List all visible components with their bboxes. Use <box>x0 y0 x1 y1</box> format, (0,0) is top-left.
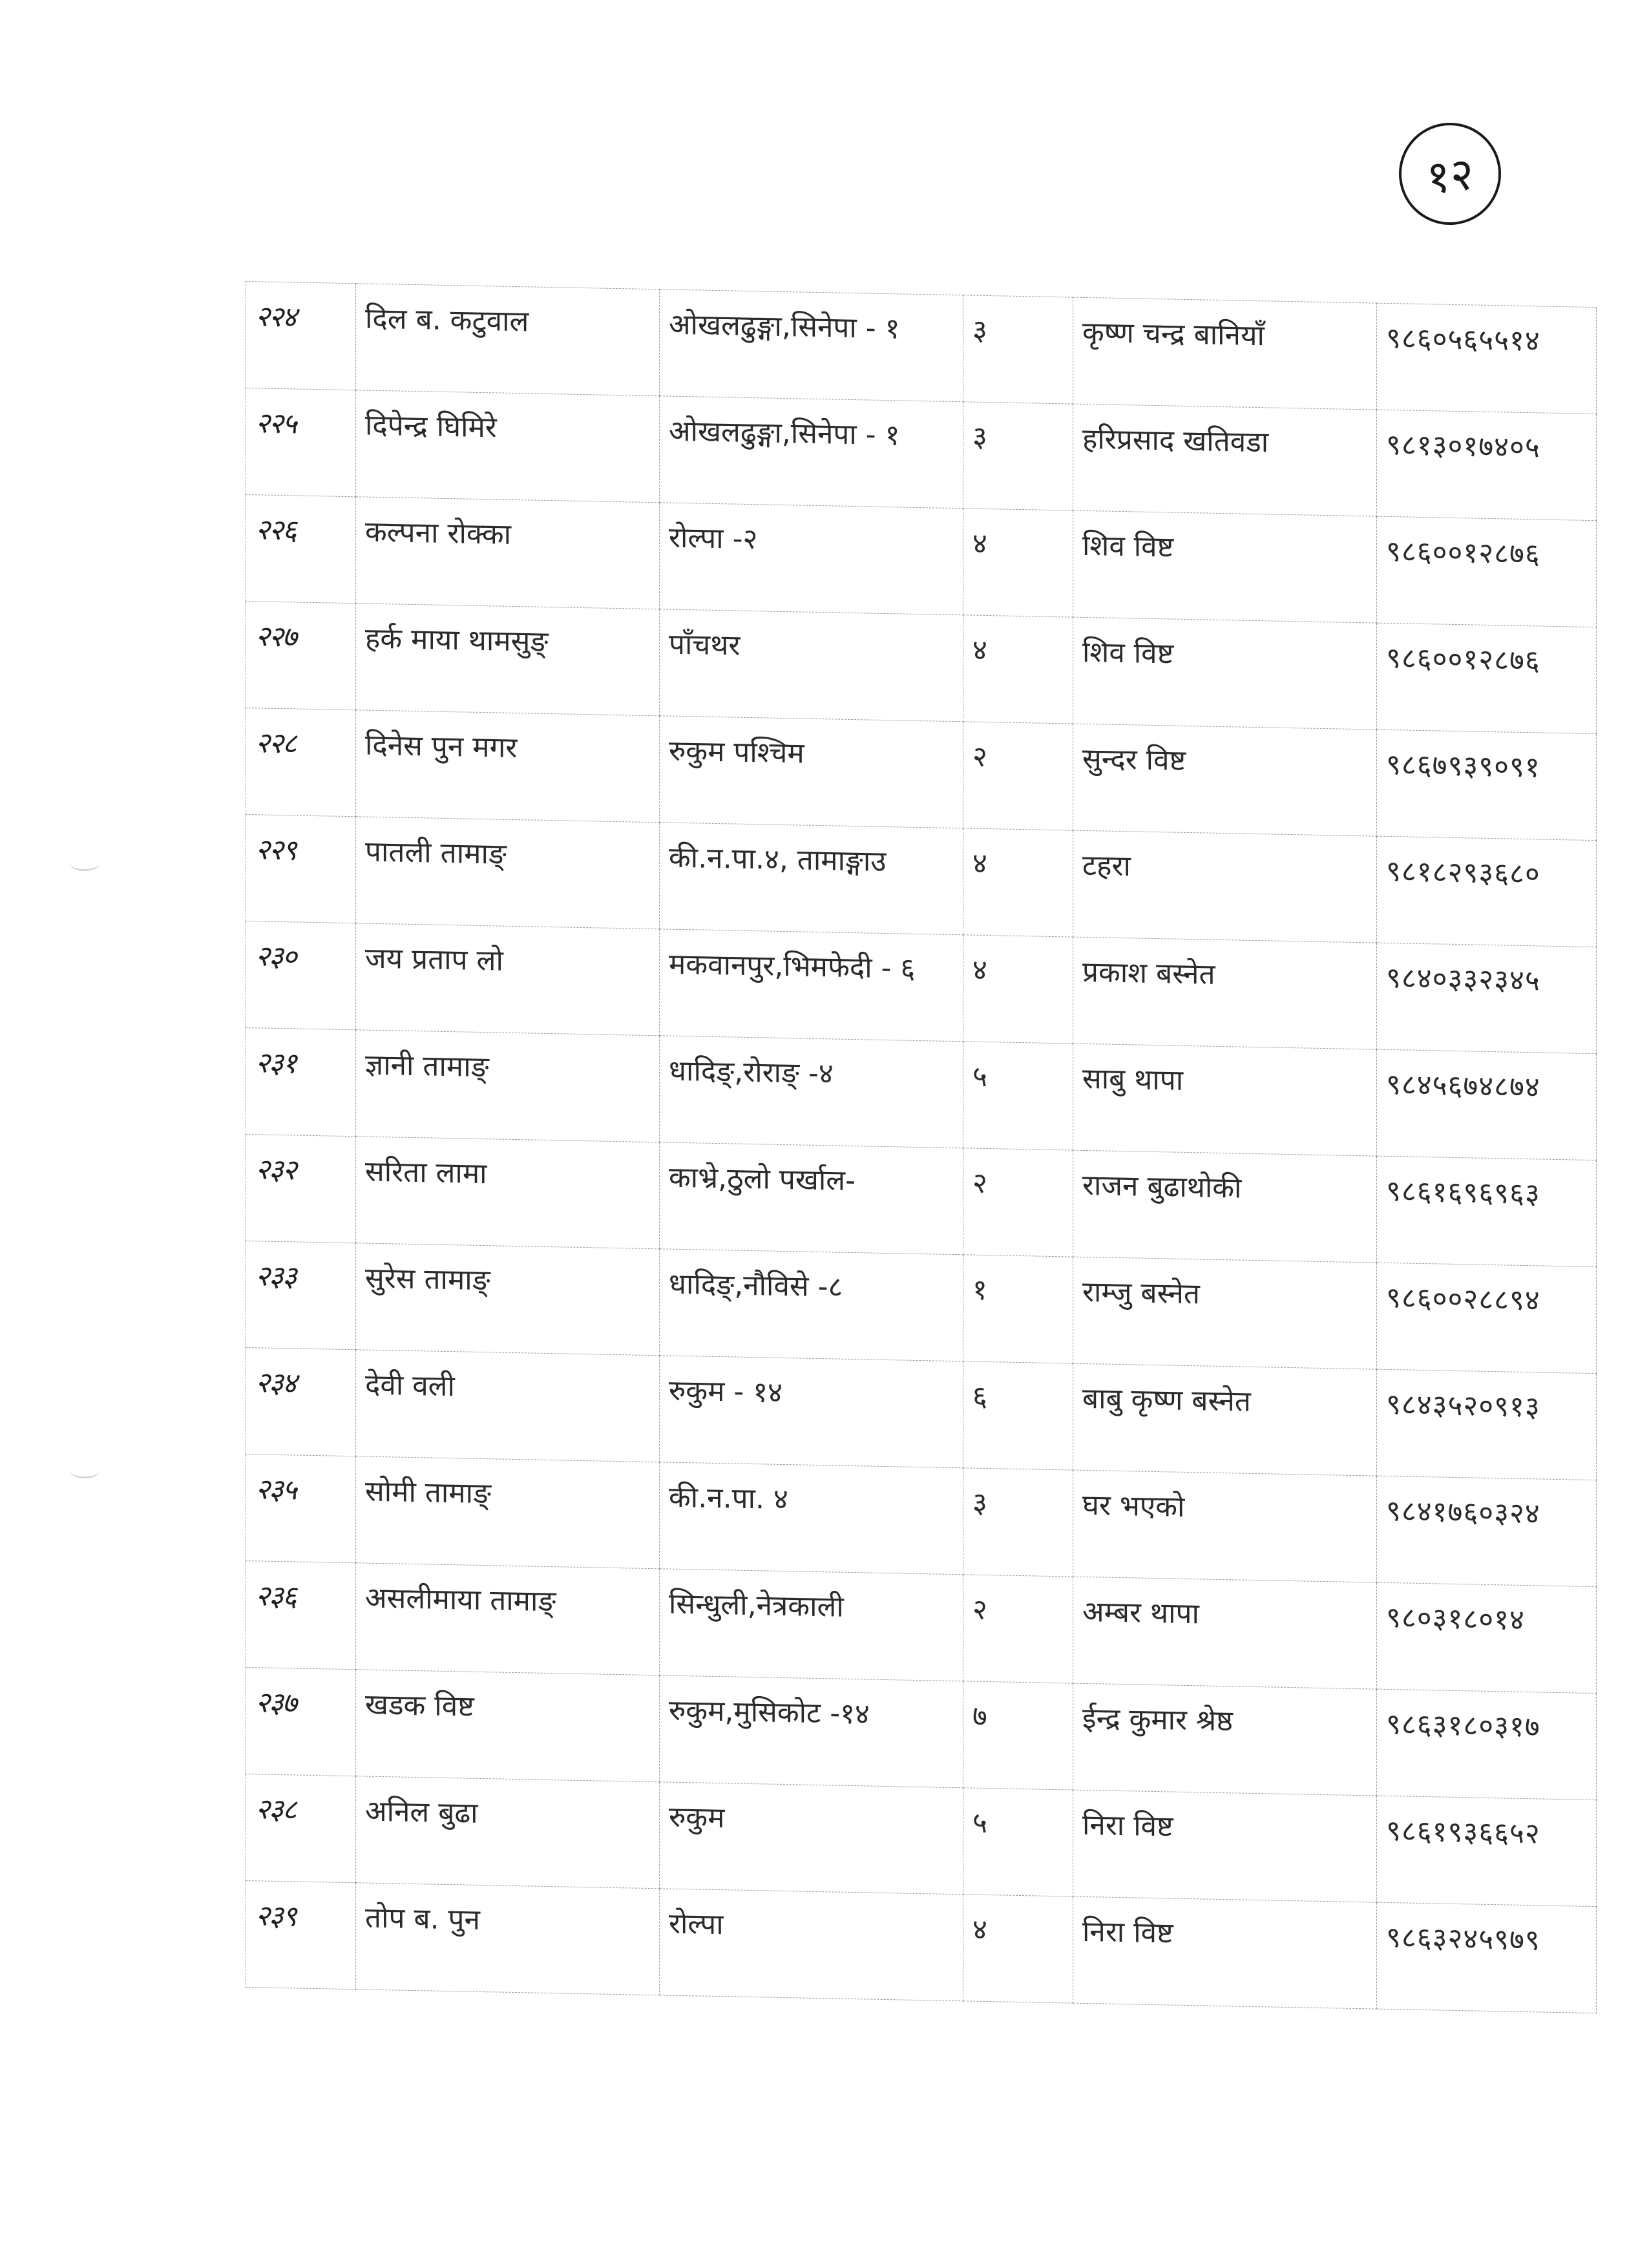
phone-number-cell: ९८६००१२८७६ <box>1377 623 1597 734</box>
phone-number-cell: ९८६७९३९०९१ <box>1377 730 1597 841</box>
person-name-cell: अनिल बुढा <box>356 1776 660 1889</box>
phone-number-cell: ९८६१९३६६५२ <box>1377 1796 1597 1907</box>
address-cell: काभ्रे,ठुलो पर्खाल- <box>660 1142 963 1255</box>
person-name-cell: जय प्रताप लो <box>356 923 660 1036</box>
member-count-cell: ३ <box>963 295 1073 404</box>
serial-number-cell: २३७ <box>246 1668 356 1776</box>
phone-number-cell: ९८४५६७४८७४ <box>1377 1049 1597 1160</box>
address-cell: रुकुम - १४ <box>660 1356 963 1468</box>
contact-person-cell: साबु थापा <box>1073 1044 1377 1156</box>
contact-person-cell: प्रकाश बस्नेत <box>1073 937 1377 1049</box>
contact-person-cell: कृष्ण चन्द्र बानियाँ <box>1073 297 1377 410</box>
serial-number-cell: २३६ <box>246 1561 356 1670</box>
person-name-cell: हर्क माया थामसुङ् <box>356 604 660 716</box>
person-name-cell: खडक विष्ट <box>356 1670 660 1782</box>
address-cell: मकवानपुर,भिमफेदी - ६ <box>660 929 963 1042</box>
phone-number-cell: ९८६०५६५५१४ <box>1377 303 1597 414</box>
person-name-cell: दिल ब. कटुवाल <box>356 284 660 396</box>
contact-person-cell: शिव विष्ट <box>1073 510 1377 623</box>
person-name-cell: दिपेन्द्र घिमिरे <box>356 390 660 503</box>
serial-number-cell: २२५ <box>246 388 356 497</box>
member-count-cell: ७ <box>963 1681 1073 1790</box>
phone-number-cell: ९८४०३३२३४५ <box>1377 943 1597 1054</box>
person-name-cell: पातली तामाङ् <box>356 817 660 929</box>
member-count-cell: २ <box>963 1148 1073 1257</box>
person-name-cell: तोप ब. पुन <box>356 1883 660 1995</box>
contact-person-cell: ईन्द्र कुमार श्रेष्ठ <box>1073 1683 1377 1796</box>
address-cell: रुकुम,मुसिकोट -१४ <box>660 1675 963 1788</box>
member-count-cell: ४ <box>963 828 1073 937</box>
person-name-cell: कल्पना रोक्का <box>356 497 660 609</box>
phone-number-cell: ९८४३५२०९१३ <box>1377 1369 1597 1480</box>
person-name-cell: दिनेस पुन मगर <box>356 710 660 823</box>
contact-person-cell: घर भएको <box>1073 1470 1377 1582</box>
address-cell: रुकुम <box>660 1782 963 1895</box>
contact-person-cell: सुन्दर विष्ट <box>1073 724 1377 836</box>
address-cell: धादिङ्,रोराङ् -४ <box>660 1036 963 1148</box>
serial-number-cell: २३० <box>246 921 356 1030</box>
address-cell: की.न.पा. ४ <box>660 1462 963 1575</box>
address-cell: रुकुम पश्चिम <box>660 716 963 828</box>
member-count-cell: २ <box>963 1575 1073 1683</box>
register-table-wrapper <box>246 281 1596 2013</box>
member-count-cell: ५ <box>963 1042 1073 1150</box>
contact-person-cell: बाबु कृष्ण बस्नेत <box>1073 1363 1377 1476</box>
serial-number-cell: २३२ <box>246 1135 356 1243</box>
register-rows <box>246 282 1597 2013</box>
member-count-cell: ५ <box>963 1788 1073 1896</box>
phone-number-cell: ९८१३०१७४०५ <box>1377 410 1597 521</box>
address-cell: ओखलढुङ्गा,सिनेपा - १ <box>660 396 963 509</box>
address-cell: रोल्पा <box>660 1889 963 2001</box>
contact-person-cell: अम्बर थापा <box>1073 1577 1377 1689</box>
phone-number-cell: ९८६००२८८९४ <box>1377 1263 1597 1374</box>
phone-number-cell: ९८६३२४५९७९ <box>1377 1902 1597 2013</box>
serial-number-cell: २३५ <box>246 1454 356 1563</box>
contact-person-cell: टहरा <box>1073 830 1377 943</box>
serial-number-cell: २२९ <box>246 815 356 923</box>
contact-person-cell: निरा विष्ट <box>1073 1790 1377 1902</box>
serial-number-cell: २३३ <box>246 1241 356 1350</box>
member-count-cell: ३ <box>963 402 1073 510</box>
serial-number-cell: २३८ <box>246 1774 356 1883</box>
serial-number-cell: २२४ <box>246 282 356 390</box>
person-name-cell: ज्ञानी तामाङ् <box>356 1030 660 1142</box>
member-count-cell: १ <box>963 1255 1073 1363</box>
phone-number-cell: ९८६००१२८७६ <box>1377 516 1597 627</box>
phone-number-cell: ९८४१७६०३२४ <box>1377 1476 1597 1587</box>
person-name-cell: देवी वली <box>356 1350 660 1462</box>
member-count-cell: २ <box>963 722 1073 830</box>
phone-number-cell: ९८१८२९३६८० <box>1377 836 1597 947</box>
contact-person-cell: राम्जु बस्नेत <box>1073 1257 1377 1369</box>
contact-person-cell: राजन बुढाथोकी <box>1073 1150 1377 1263</box>
member-count-cell: ४ <box>963 509 1073 617</box>
member-count-cell: ४ <box>963 1895 1073 2003</box>
address-cell: रोल्पा -२ <box>660 503 963 615</box>
member-count-cell: ४ <box>963 935 1073 1044</box>
contact-person-cell: हरिप्रसाद खतिवडा <box>1073 404 1377 516</box>
phone-number-cell: ९८६३१८०३१७ <box>1377 1689 1597 1800</box>
serial-number-cell: २३९ <box>246 1881 356 1990</box>
phone-number-cell: ९८०३१८०१४ <box>1377 1582 1597 1694</box>
member-count-cell: ४ <box>963 615 1073 724</box>
address-cell: धादिङ्,नौविसे -८ <box>660 1249 963 1361</box>
person-name-cell: सुरेस तामाङ् <box>356 1243 660 1356</box>
serial-number-cell: २२८ <box>246 708 356 817</box>
serial-number-cell: २३४ <box>246 1348 356 1456</box>
punch-hole-mark <box>70 1464 100 1478</box>
serial-number-cell: २२६ <box>246 495 356 604</box>
register-table <box>246 281 1597 2013</box>
address-cell: पाँचथर <box>660 609 963 722</box>
page-number: १२ <box>1394 118 1506 230</box>
serial-number-cell: २३१ <box>246 1028 356 1137</box>
person-name-cell: सरिता लामा <box>356 1137 660 1249</box>
serial-number-cell: २२७ <box>246 602 356 710</box>
person-name-cell: असलीमाया तामाङ् <box>356 1563 660 1675</box>
address-cell: ओखलढुङ्गा,सिनेपा - १ <box>660 289 963 402</box>
address-cell: की.न.पा.४, तामाङ्गाउ <box>660 823 963 935</box>
member-count-cell: ६ <box>963 1361 1073 1470</box>
address-cell: सिन्धुली,नेत्रकाली <box>660 1569 963 1681</box>
punch-hole-mark <box>70 856 100 871</box>
person-name-cell: सोमी तामाङ् <box>356 1456 660 1569</box>
contact-person-cell: निरा विष्ट <box>1073 1896 1377 2009</box>
contact-person-cell: शिव विष्ट <box>1073 617 1377 730</box>
phone-number-cell: ९८६१६९६९६३ <box>1377 1156 1597 1267</box>
member-count-cell: ३ <box>963 1468 1073 1577</box>
